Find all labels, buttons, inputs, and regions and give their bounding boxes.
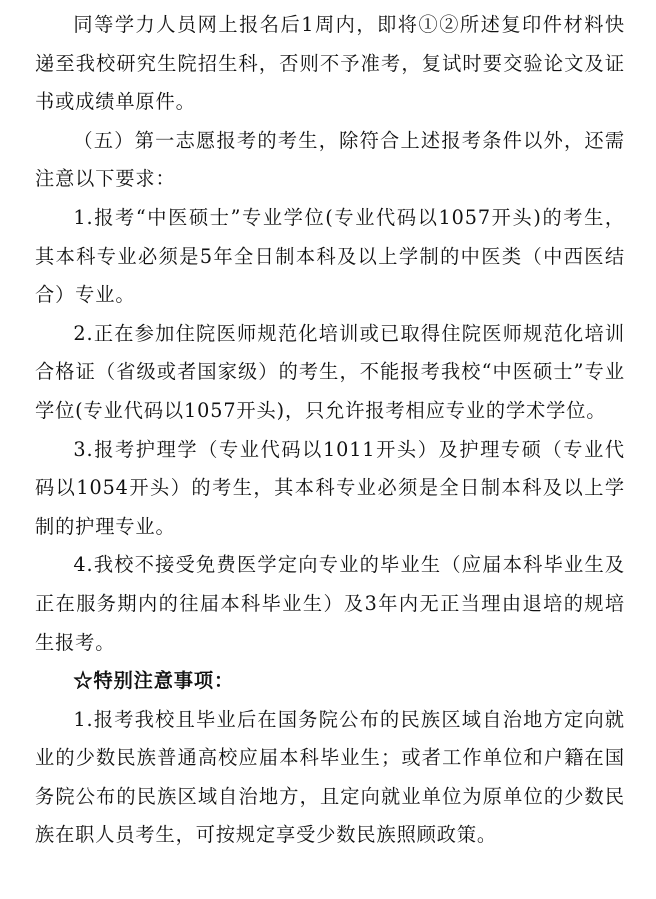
special-notice-item-1: 1.报考我校且毕业后在国务院公布的民族区域自治地方定向就业的少数民族普通高校应届本科毕业生；或者工作单位和户籍在国务院公布的民族区域自治地方，且定向就业单位为原单位的少数民族在职人员考生，可按规定享受少数民族照顾政策。 (35, 707, 625, 847)
paragraph-requirement-1: 1.报考“中医硕士”专业学位(专业代码以1057开头)的考生，其本科专业必须是5年全日制本科及以上学制的中医类（中西医结合）专业。 (35, 205, 625, 307)
paragraph-requirement-4: 4.我校不接受免费医学定向专业的毕业生（应届本科毕业生及正在服务期内的往届本科毕业生）及3年内无正当理由退培的规培生报考。 (35, 553, 625, 654)
paragraph-requirement-2: 2.正在参加住院医师规范化培训或已取得住院医师规范化培训合格证（省级或者国家级）的考生，不能报考我校“中医硕士”专业学位(专业代码以1057开头)，只允许报考相应专业的学术学位。 (35, 321, 625, 422)
paragraph-submission-materials: 同等学力人员网上报名后1周内，即将①②所述复印件材料快递至我校研究生院招生科，否则不予准考，复试时要交验论文及证书或成绩单原件。 (35, 13, 625, 114)
paragraph-requirement-3: 3.报考护理学（专业代码以1011开头）及护理专硕（专业代码以1054开头）的考生，其本科专业必须是全日制本科及以上学制的护理专业。 (35, 437, 625, 538)
special-notice-heading: ☆特别注意事项： (73, 669, 235, 693)
paragraph-section-five-intro: （五）第一志愿报考的考生，除符合上述报考条件以外，还需注意以下要求： (35, 128, 625, 191)
document-page (35, 0, 625, 855)
